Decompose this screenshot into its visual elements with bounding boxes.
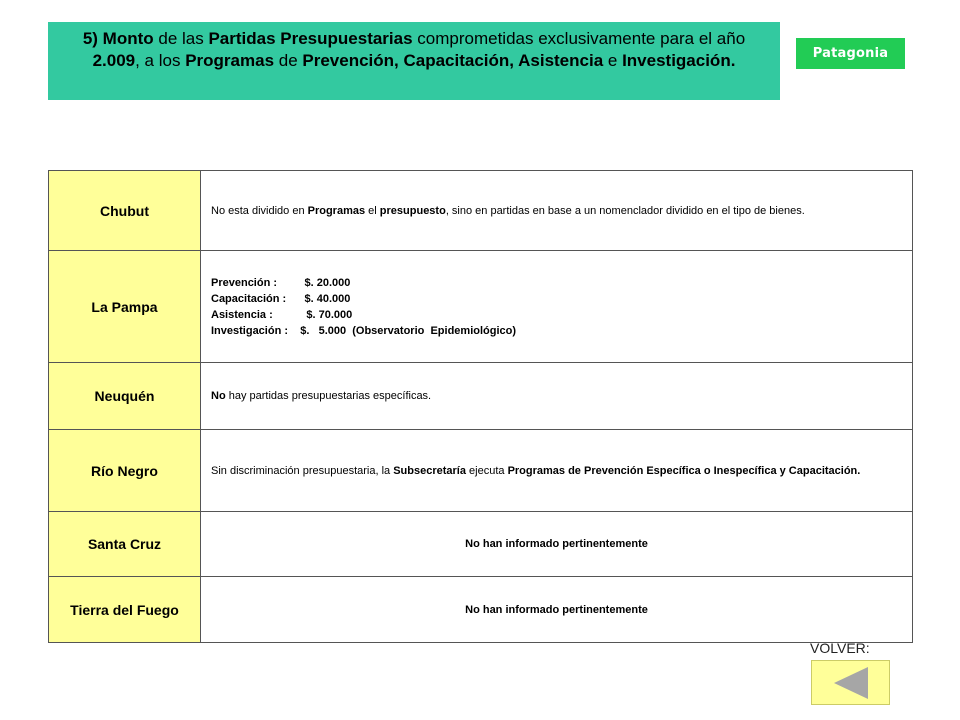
- description-line: [211, 536, 902, 552]
- left-triangle-icon: [831, 666, 871, 700]
- title-fragment: 5) Monto: [82, 29, 154, 48]
- title-fragment: de: [274, 51, 303, 70]
- description-text: No: [211, 390, 226, 402]
- description-text: , sino en partidas en base a un nomenclador dividido en el tipo de bienes.: [445, 204, 805, 217]
- description-text: ejecuta: [465, 464, 508, 477]
- description-cell: [201, 430, 913, 512]
- budget-table: [48, 170, 913, 643]
- table-row: [49, 577, 913, 643]
- description-line: [211, 291, 902, 307]
- volver-label: VOLVER:: [810, 640, 870, 656]
- description-line: [211, 275, 902, 291]
- description-line: [211, 388, 902, 404]
- description-text: Capacitación : $. 40.000: [211, 292, 351, 305]
- province-cell: Chubut: [49, 171, 201, 251]
- description-text: Prevención : $. 20.000: [211, 276, 351, 289]
- province-cell: Tierra del Fuego: [49, 577, 201, 643]
- table-row: [49, 430, 913, 512]
- table-row: [49, 251, 913, 363]
- region-badge: Patagonia: [796, 38, 905, 69]
- province-cell: La Pampa: [49, 251, 201, 363]
- description-text: No han informado pertinentemente: [465, 538, 648, 550]
- description-text: Investigación : $. 5.000 (Observatorio Epidemiológico): [211, 324, 517, 337]
- description-cell: [201, 251, 913, 363]
- description-line: [211, 203, 902, 219]
- title-fragment: Prevención, Capacitación, Asistencia: [302, 51, 604, 70]
- description-line: [211, 323, 902, 339]
- description-text: hay partidas presupuestarias específicas.: [225, 390, 432, 402]
- description-line: [211, 463, 902, 479]
- province-cell: Santa Cruz: [49, 512, 201, 577]
- title-fragment: comprometidas exclusivamente para el año: [412, 29, 746, 48]
- table-row: [49, 512, 913, 577]
- description-text: Sin discriminación presupuestaria, la: [211, 464, 394, 477]
- page-title: [48, 22, 780, 100]
- title-fragment: Programas: [185, 51, 275, 70]
- description-text: presupuesto: [379, 204, 446, 217]
- table-row: [49, 171, 913, 251]
- title-fragment: e: [603, 51, 623, 70]
- description-cell: [201, 577, 913, 643]
- title-fragment: 2.009: [92, 51, 136, 70]
- title-fragment: Partidas Presupuestarias: [208, 29, 413, 48]
- title-fragment: , a los: [135, 51, 186, 70]
- description-line: [211, 307, 902, 323]
- table-row: [49, 363, 913, 430]
- description-text: Subsecretaría: [393, 464, 466, 477]
- title-fragment: Investigación.: [622, 51, 736, 70]
- description-cell: [201, 512, 913, 577]
- description-text: No esta dividido en: [211, 204, 308, 217]
- description-text: el: [365, 204, 380, 217]
- description-text: Programas de Prevención Específica o Inespecífica y Capacitación.: [507, 464, 861, 477]
- back-button[interactable]: [811, 660, 890, 705]
- description-cell: [201, 171, 913, 251]
- province-cell: Neuquén: [49, 363, 201, 430]
- description-line: [211, 602, 902, 618]
- description-cell: [201, 363, 913, 430]
- description-text: Programas: [307, 204, 366, 217]
- province-cell: Río Negro: [49, 430, 201, 512]
- description-text: Asistencia : $. 70.000: [211, 308, 353, 321]
- description-text: No han informado pertinentemente: [465, 603, 648, 616]
- title-fragment: de las: [153, 29, 209, 48]
